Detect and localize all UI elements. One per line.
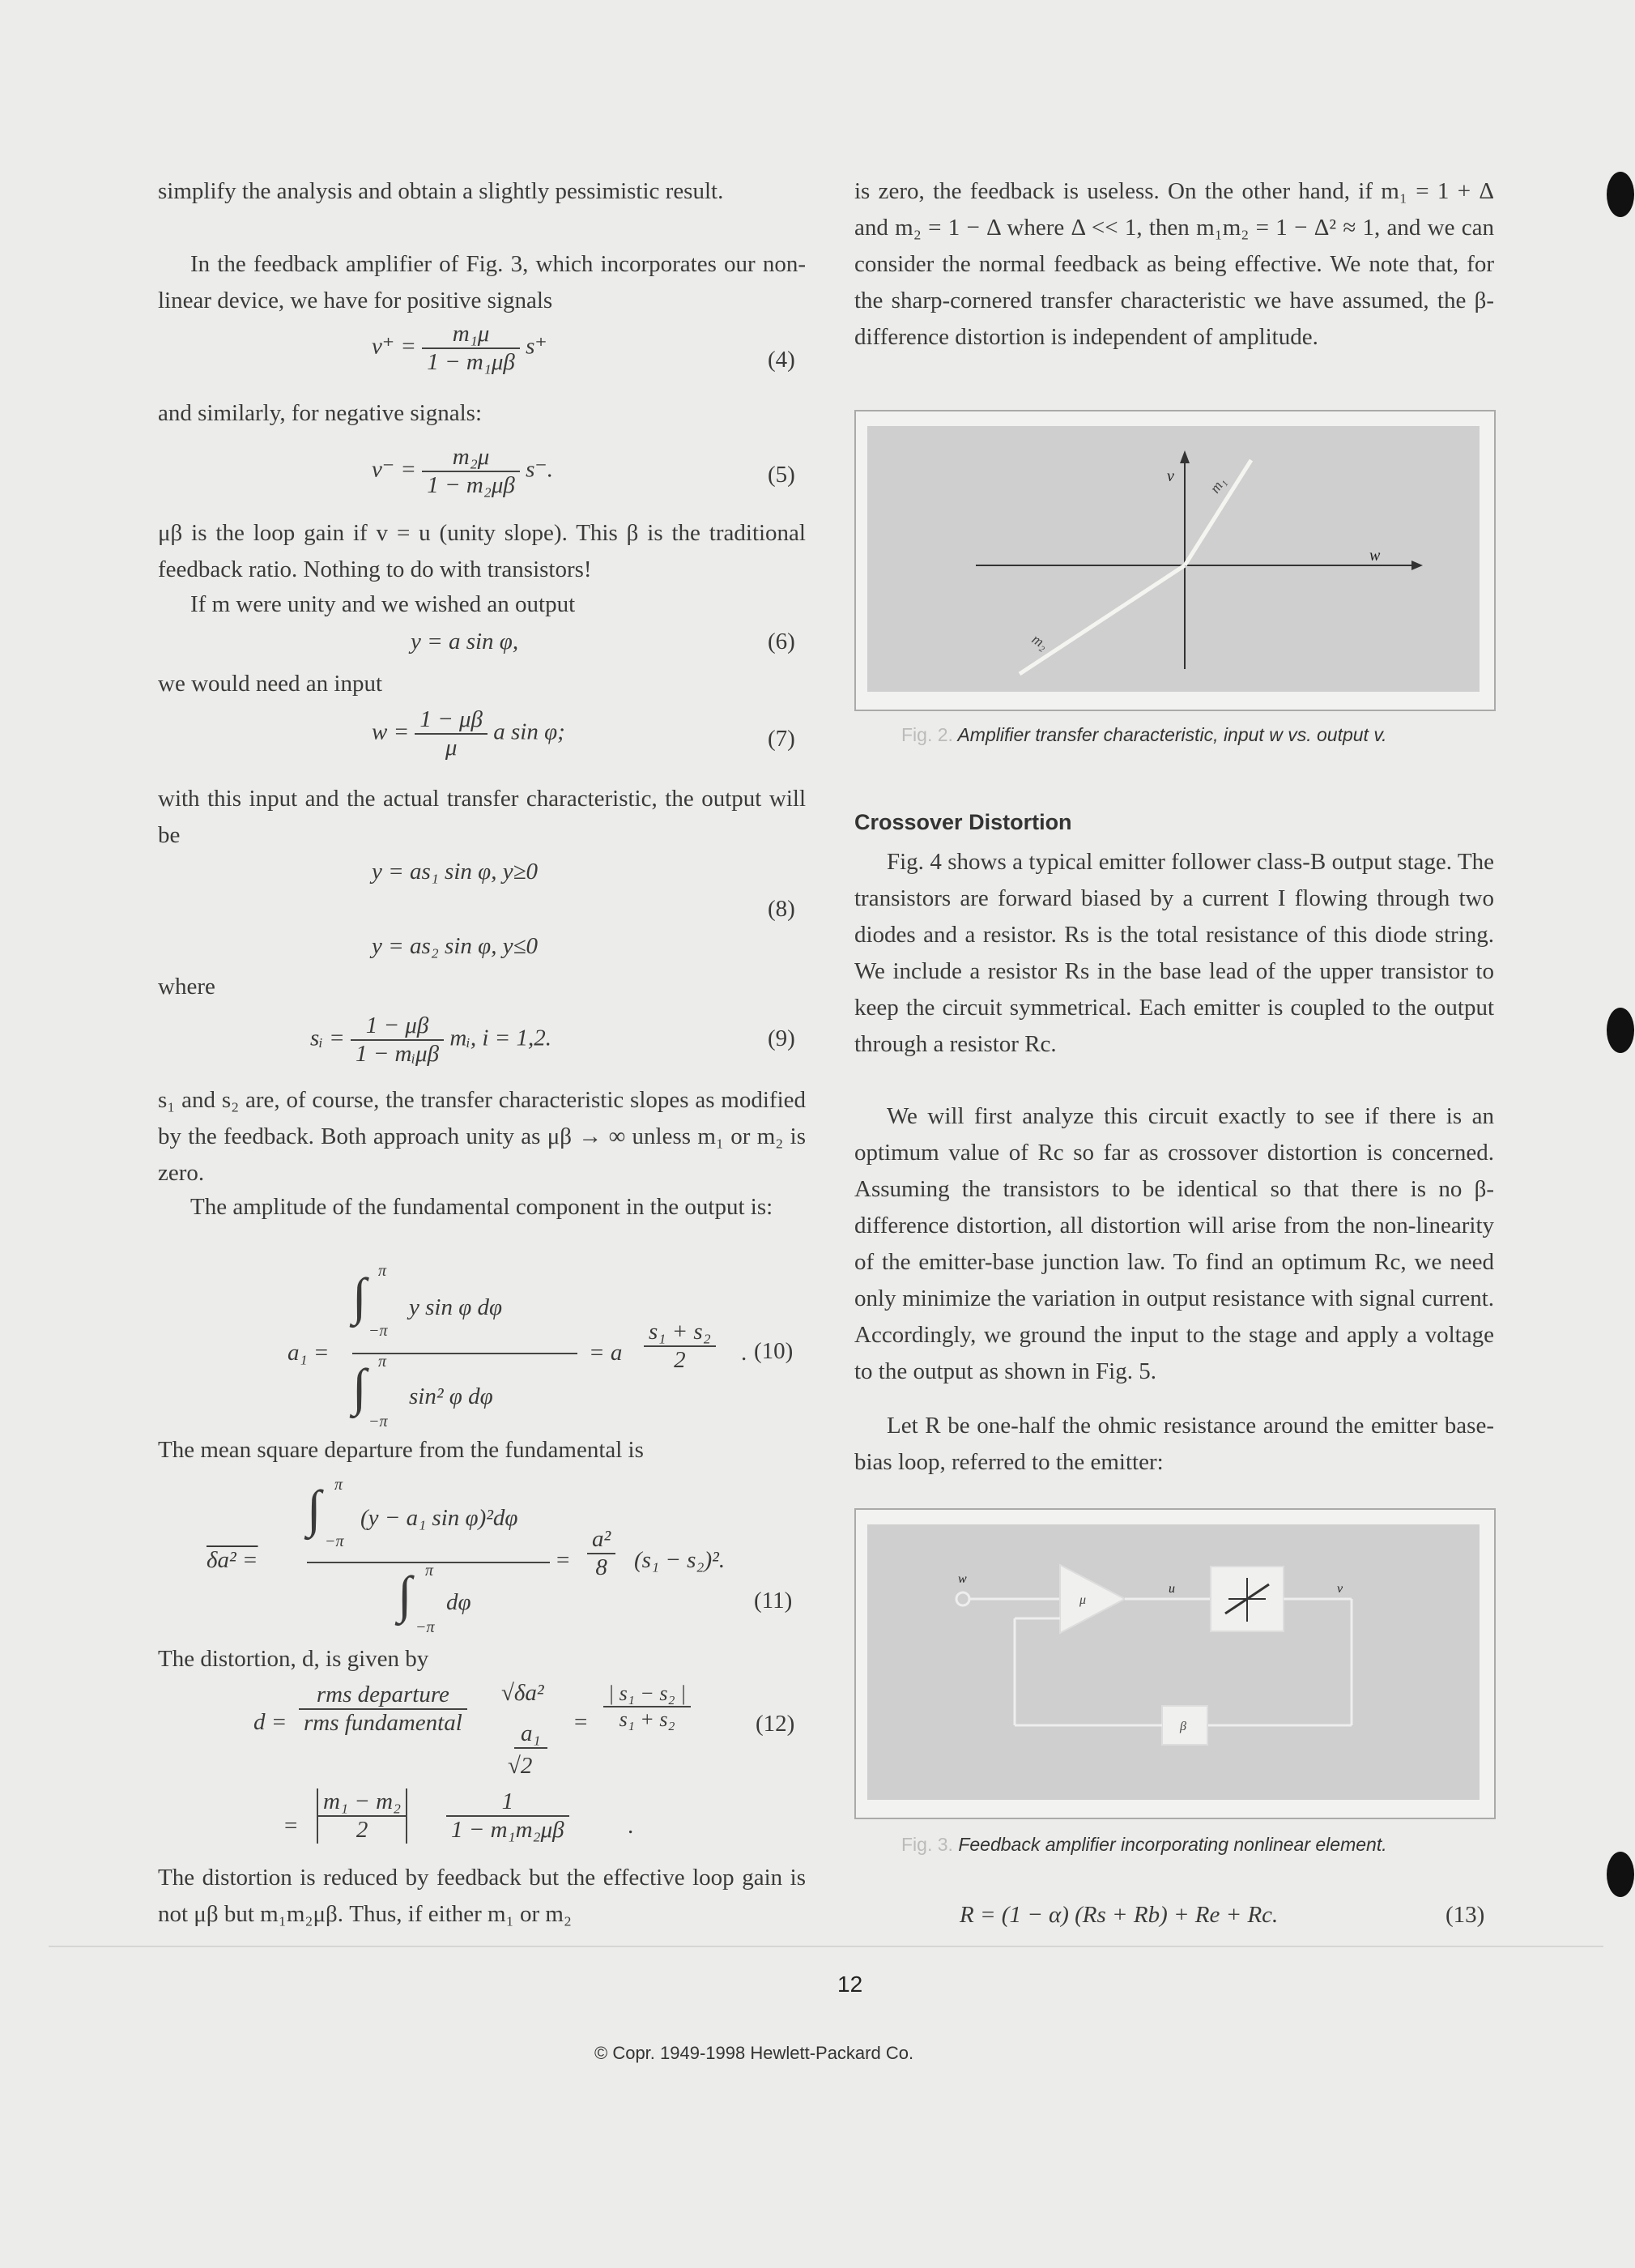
eq-den: 1 − mᵢμβ	[355, 1041, 440, 1067]
figure-label: Fig. 3.	[901, 1834, 953, 1855]
eq-num: 1 − μβ	[351, 1013, 444, 1041]
eq-den: μ	[445, 735, 458, 761]
eq-lhs: w =	[372, 718, 410, 745]
eq-den: 2	[674, 1347, 686, 1373]
eq-den: s₁ + s₂	[619, 1707, 675, 1731]
eq-num: s₁ + s₂	[644, 1319, 716, 1347]
transfer-characteristic-graph	[867, 426, 1480, 692]
figure-3	[854, 1508, 1496, 1819]
equation-number: (10)	[754, 1338, 794, 1364]
integral-sign: ∫	[352, 1268, 367, 1325]
eq-den: 1 − m₁μβ	[427, 349, 515, 375]
section-heading: Crossover Distortion	[854, 810, 1072, 834]
paragraph: is zero, the feedback is useless. On the other hand, if m₁ = 1 + Δ and m₂ = 1 − Δ where Δ << 1, then m₁m₂ = 1 − Δ² ≈ 1, and we can consider the normal feedback as being effective. We note that, for the sharp-cornered transfer characteristic we have assumed, the β-difference distortion is independent of amplitude.	[854, 178, 1494, 350]
equation-number: (13)	[1446, 1902, 1485, 1928]
limit-upper: π	[378, 1353, 387, 1371]
limit-upper: π	[425, 1562, 434, 1580]
eq-lhs: =	[284, 1813, 298, 1839]
eq-num: (y − a₁ sin φ)²dφ	[360, 1505, 518, 1531]
eq-den: sin² φ dφ	[409, 1383, 493, 1409]
eq-den: a₁	[514, 1720, 547, 1749]
eq-end: .	[741, 1340, 747, 1366]
figure-3-caption	[901, 1831, 1460, 1858]
eq-den: rms fundamental	[304, 1710, 462, 1736]
binder-hole	[1607, 1008, 1634, 1053]
paragraph: The distortion is reduced by feedback but the effective loop gain is not μβ but m₁m₂μβ. Thus, if either m₁ or m₂	[158, 1865, 806, 1927]
paragraph: where	[158, 974, 215, 1000]
page-number: 12	[837, 1972, 863, 1997]
equation-8a: y = as₁ sin φ, y≥0	[372, 859, 538, 885]
eq-lhs: a₁ =	[287, 1340, 330, 1366]
equation-number: (5)	[768, 462, 795, 488]
eq-num: m₁μ	[422, 321, 520, 349]
limit-lower: −π	[415, 1618, 435, 1636]
w-label: w	[958, 1572, 967, 1586]
eq-den: 1 − m₂μβ	[427, 472, 515, 498]
equation-12b	[284, 1788, 738, 1861]
integral-sign: ∫	[352, 1358, 367, 1416]
paragraph: Let R be one-half the ohmic resistance around the emitter base-bias loop, referred to the emitter:	[854, 1413, 1494, 1475]
eq-lhs: d =	[253, 1709, 287, 1735]
footer-divider	[49, 1946, 1603, 1947]
eq-lhs: sᵢ =	[310, 1025, 345, 1051]
equation-number: (8)	[768, 896, 795, 922]
integral-sign: ∫	[307, 1480, 321, 1537]
figure-2-plot	[867, 426, 1480, 692]
copyright: © Copr. 1949-1998 Hewlett-Packard Co.	[594, 2043, 914, 2063]
eq-num: 1	[446, 1788, 569, 1817]
paragraph: We will first analyze this circuit exactly to see if there is an optimum value of Rc so far as crossover distortion is concerned. Assuming the transistors to be identical so that there is no β-difference distortion, all distortion will arise from the non-linearity of the emitter-base junction law. To find an optimum Rc, we need only minimize the variation in output resistance with signal current. Accordingly, we ground the input to the stage and apply a voltage to the output as shown in Fig. 5.	[854, 1103, 1494, 1384]
equation-number: (11)	[754, 1588, 793, 1614]
eq-den: √2	[508, 1753, 533, 1779]
paragraph: The mean square departure from the fundamental is	[158, 1437, 644, 1463]
equation-number: (12)	[756, 1711, 795, 1737]
paragraph: If m were unity and we wished an output	[190, 591, 576, 617]
eq-num: | s₁ − s₂ |	[603, 1682, 691, 1707]
eq-num: m₁ − m₂	[318, 1788, 406, 1817]
eq-mid: =	[574, 1709, 588, 1735]
paragraph: simplify the analysis and obtain a slightly pessimistic result.	[158, 178, 724, 204]
eq-den: dφ	[446, 1589, 471, 1615]
eq-tail: a sin φ;	[493, 718, 565, 745]
eq-lhs: v⁻ =	[372, 456, 416, 483]
m2-label: m₂	[1028, 630, 1051, 653]
feedback-amplifier-diagram	[867, 1524, 1480, 1800]
eq-num: y sin φ dφ	[409, 1294, 503, 1320]
paragraph: with this input and the actual transfer characteristic, the output will be	[158, 786, 806, 848]
paragraph: Fig. 4 shows a typical emitter follower class-B output stage. The transistors are forward biased by a current I flowing through two diodes and a resistor. Rs is the total resistance of this diode string. We include a resistor Rs in the base lead of the upper transistor to keep the circuit symmetrical. Each emitter is coupled to the output through a resistor Rc.	[854, 849, 1494, 1057]
figure-2	[854, 410, 1496, 711]
equation-9	[310, 1013, 551, 1068]
equation-11	[207, 1476, 773, 1636]
equation-13: R = (1 − α) (Rs + Rb) + Re + Rc.	[960, 1902, 1279, 1928]
equation-5	[372, 444, 553, 499]
equation-4	[372, 321, 547, 376]
binder-hole	[1607, 172, 1634, 217]
caption-text: Feedback amplifier incorporating nonlinear element.	[958, 1834, 1387, 1855]
limit-upper: π	[334, 1476, 343, 1494]
paragraph: In the feedback amplifier of Fig. 3, which incorporates our non-linear device, we have for positive signals	[158, 251, 806, 313]
caption-text: Amplifier transfer characteristic, input w vs. output v.	[957, 724, 1387, 745]
eq-tail: s⁻.	[526, 456, 553, 483]
equation-number: (6)	[768, 629, 795, 654]
eq-num: a²	[587, 1526, 615, 1554]
binder-hole	[1607, 1852, 1634, 1897]
beta-label: β	[1180, 1720, 1186, 1733]
figure-3-diagram	[867, 1524, 1480, 1800]
amplifier-triangle	[1060, 1565, 1125, 1633]
figure-2-caption	[901, 721, 1460, 748]
limit-lower: −π	[368, 1413, 388, 1430]
equation-number: (9)	[768, 1025, 795, 1051]
eq-tail: mᵢ, i = 1,2.	[449, 1025, 551, 1051]
mu-label: μ	[1079, 1593, 1087, 1607]
slope-m2-line	[1020, 565, 1185, 674]
eq-den: 1 − m₁m₂μβ	[451, 1817, 564, 1843]
equation-8b: y = as₂ sin φ, y≤0	[372, 933, 538, 959]
equation-10	[287, 1262, 747, 1430]
input-terminal	[956, 1592, 969, 1605]
limit-upper: π	[378, 1262, 387, 1280]
eq-num: rms departure	[299, 1682, 467, 1710]
equation-number: (7)	[768, 726, 795, 752]
equation-7	[372, 706, 565, 761]
eq-den: 8	[595, 1554, 607, 1580]
paragraph: μβ is the loop gain if v = u (unity slope). This β is the traditional feedback ratio. Nothing to do with transistors!	[158, 520, 806, 582]
eq-tail: s⁺	[526, 333, 547, 360]
m1-label: m₁	[1206, 474, 1229, 497]
limit-lower: −π	[325, 1533, 344, 1550]
equation-number: (4)	[768, 347, 795, 373]
eq-mid: =	[556, 1547, 570, 1573]
v-axis-arrow	[1180, 450, 1190, 463]
equation-12	[253, 1677, 756, 1790]
u-label: u	[1169, 1582, 1175, 1596]
eq-mid: = a	[589, 1340, 623, 1366]
paragraph: The amplitude of the fundamental component in the output is:	[190, 1194, 773, 1220]
v-axis-label: v	[1167, 467, 1174, 485]
eq-den: 2	[356, 1817, 368, 1843]
paragraph: we would need an input	[158, 671, 383, 697]
v-label: v	[1337, 1582, 1343, 1596]
paragraph: and similarly, for negative signals:	[158, 400, 482, 426]
eq-num: √δa²	[501, 1680, 544, 1706]
figure-label: Fig. 2.	[901, 724, 953, 745]
equation-6: y = a sin φ,	[411, 629, 519, 654]
eq-tail: (s₁ − s₂)².	[634, 1547, 726, 1573]
eq-end: .	[628, 1813, 634, 1839]
integral-sign: ∫	[398, 1566, 412, 1623]
limit-lower: −π	[368, 1322, 388, 1340]
w-axis-arrow	[1411, 561, 1423, 570]
w-axis-label: w	[1369, 547, 1381, 565]
eq-num: 1 − μβ	[415, 706, 488, 735]
eq-num: m₂μ	[422, 444, 520, 472]
paragraph: s₁ and s₂ are, of course, the transfer characteristic slopes as modified by the feedback. Both approach unity as μβ → ∞ unless m₁ or m₂ is zero.	[158, 1087, 806, 1186]
paragraph: The distortion, d, is given by	[158, 1646, 429, 1672]
eq-lhs: δa² =	[207, 1547, 258, 1573]
eq-lhs: v⁺ =	[372, 333, 416, 360]
